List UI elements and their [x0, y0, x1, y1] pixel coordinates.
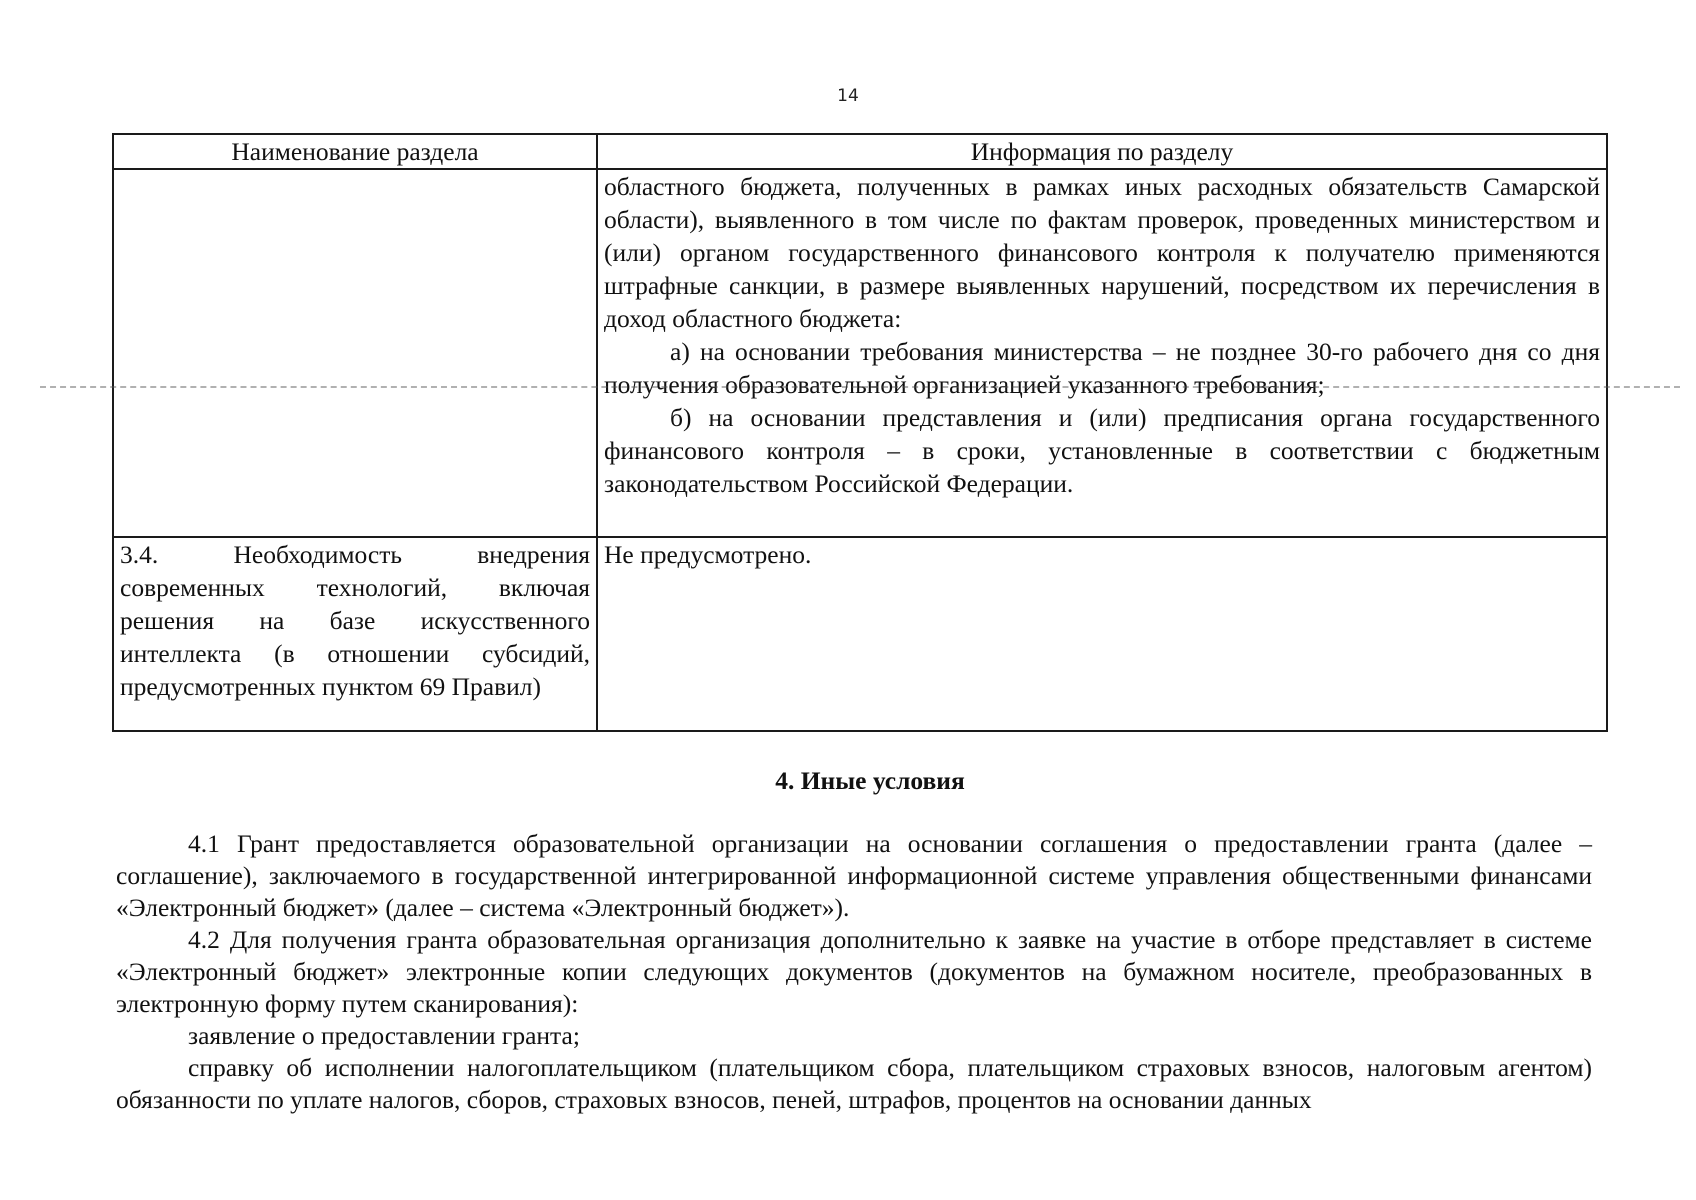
section-body [116, 828, 1592, 1116]
header-section-info: Информация по разделу [597, 134, 1607, 169]
table-row [113, 537, 1607, 731]
paragraph-4-2: 4.2 Для получения гранта образовательная организация дополнительно к заявке на участие в отборе представляет в системе «Электронный бюджет» электронные копии следующих документов (документов на бумажном носителе, преобразованных в электронную форму путем сканирования): [116, 925, 1592, 1018]
paragraph-4-1: 4.1 Грант предоставляется образовательной организации на основании соглашения о предоставлении гранта (далее – соглашение), заключаемого в государственной интегрированной информационной системе управления общественными финансами «Электронный бюджет» (далее – система «Электронный бюджет»). [116, 829, 1592, 922]
paragraph-item-tax-certificate: справку об исполнении налогоплательщиком (плательщиком сбора, плательщиком страховых взносов, налоговым агентом) обязанности по уплате налогов, сборов, страховых взносов, пеней, штрафов, процентов на основании данных [116, 1053, 1592, 1114]
continuation-intro-text: областного бюджета, полученных в рамках иных расходных обязательств Самарской области), выявленного в том числе по фактам проверок, проведенных министерством и (или) органом государственного финансового контроля к получателю применяются штрафные санкции, в размере выявленных нарушений, посредством их перечисления в доход областного бюджета: [604, 172, 1600, 333]
row-3-4-title: 3.4. Необходимость внедрения современных технологий, включая решения на базе искусственного интеллекта (в отношении субсидий, предусмотренных пунктом 69 Правил) [120, 540, 590, 701]
continuation-left-cell [113, 169, 597, 537]
row-3-4-right-cell: Не предусмотрено. [597, 537, 1607, 731]
continuation-item-a: а) на основании требования министерства – не позднее 30-го рабочего дня со дня получения образовательной организацией указанного требования; [604, 337, 1600, 399]
table-header-row [113, 134, 1607, 169]
section-heading: 4. Иные условия [775, 766, 965, 795]
header-section-name: Наименование раздела [113, 134, 597, 169]
paragraph-item-application: заявление о предоставлении гранта; [188, 1021, 580, 1050]
continuation-item-b: б) на основании представления и (или) предписания органа государственного финансового контроля – в сроки, установленные в соответствии с бюджетным законодательством Российской Федерации. [604, 403, 1600, 498]
page-number: 14 [837, 86, 859, 106]
section-info-table [112, 133, 1608, 732]
table-row [113, 169, 1607, 537]
continuation-right-cell [597, 169, 1607, 537]
scan-fold-line [40, 386, 1680, 388]
row-3-4-left-cell [113, 537, 597, 731]
